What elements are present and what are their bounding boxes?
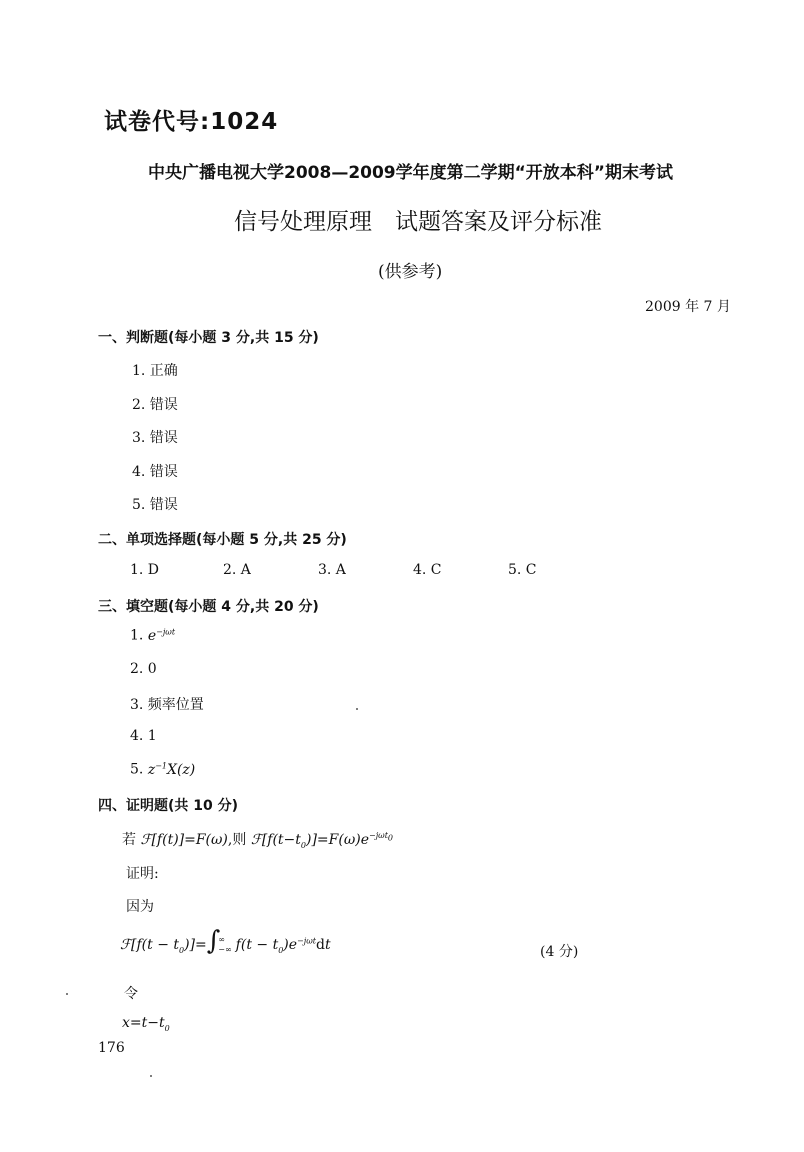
list-item: 3. A <box>318 562 346 578</box>
reference-note: (供参考) <box>378 262 443 282</box>
proof-statement: 若 ℱ[f(t)]=F(ω),则 $ℱ[f(t-t_0)]=F(\omega)e^{-j\omega t_0}$ <box>122 831 394 850</box>
exam-name: 中央广播电视大学2008—2009学年度第二学期“开放本科”期末考试 <box>148 163 673 183</box>
section-heading-true-false: 一、判断题(每小题 3 分,共 15 分) <box>98 330 319 346</box>
scan-speck <box>66 993 68 995</box>
item-number: 5. <box>130 761 144 778</box>
list-item <box>130 627 175 644</box>
list-item: 2. 0 <box>130 661 157 677</box>
list-item: 5. C <box>508 562 537 578</box>
proof-label: 证明: <box>126 866 159 882</box>
page-number: 176 <box>98 1040 125 1056</box>
list-item: 1. 正确 <box>132 363 178 379</box>
list-item: 3. 频率位置 <box>130 697 204 713</box>
list-item: 5. 错误 <box>132 497 178 513</box>
page-title: 信号处理原理 试题答案及评分标准 <box>234 209 602 235</box>
score-note: (4 分) <box>540 944 579 960</box>
list-item: 1. D <box>130 562 160 578</box>
scan-speck <box>150 1075 152 1077</box>
section-heading-fill-blank: 三、填空题(每小题 4 分,共 20 分) <box>98 599 319 615</box>
because-label: 因为 <box>126 899 154 915</box>
list-item: 4. 1 <box>130 728 157 744</box>
proof-equation: ℱ[f(t − $t_0)]=\int$ ∞ −∞ $f(t - t_0)e^{-j\omega t}dt$ <box>120 926 331 956</box>
section-heading-multiple-choice: 二、单项选择题(每小题 5 分,共 25 分) <box>98 532 347 548</box>
section-heading-proof: 四、证明题(共 10 分) <box>98 798 239 814</box>
list-item: 4. C <box>413 562 442 578</box>
let-label: 令 <box>124 986 138 1002</box>
paper-code: 试卷代号:1024 <box>104 109 279 135</box>
substitution: $x=t-t_0$ <box>122 1015 170 1033</box>
scan-speck <box>356 708 358 710</box>
exam-date: 2009 年 7 月 <box>645 299 731 315</box>
list-item: 2. A <box>223 562 251 578</box>
answer-formula: $z^{-1}X(z)$ <box>147 761 196 778</box>
list-item <box>130 761 195 778</box>
list-item: 3. 错误 <box>132 430 178 446</box>
item-number: 1. <box>130 627 144 644</box>
list-item: 4. 错误 <box>132 464 178 480</box>
answer-formula: $e^{-j\omega t}$ <box>147 627 176 644</box>
list-item: 2. 错误 <box>132 397 178 413</box>
